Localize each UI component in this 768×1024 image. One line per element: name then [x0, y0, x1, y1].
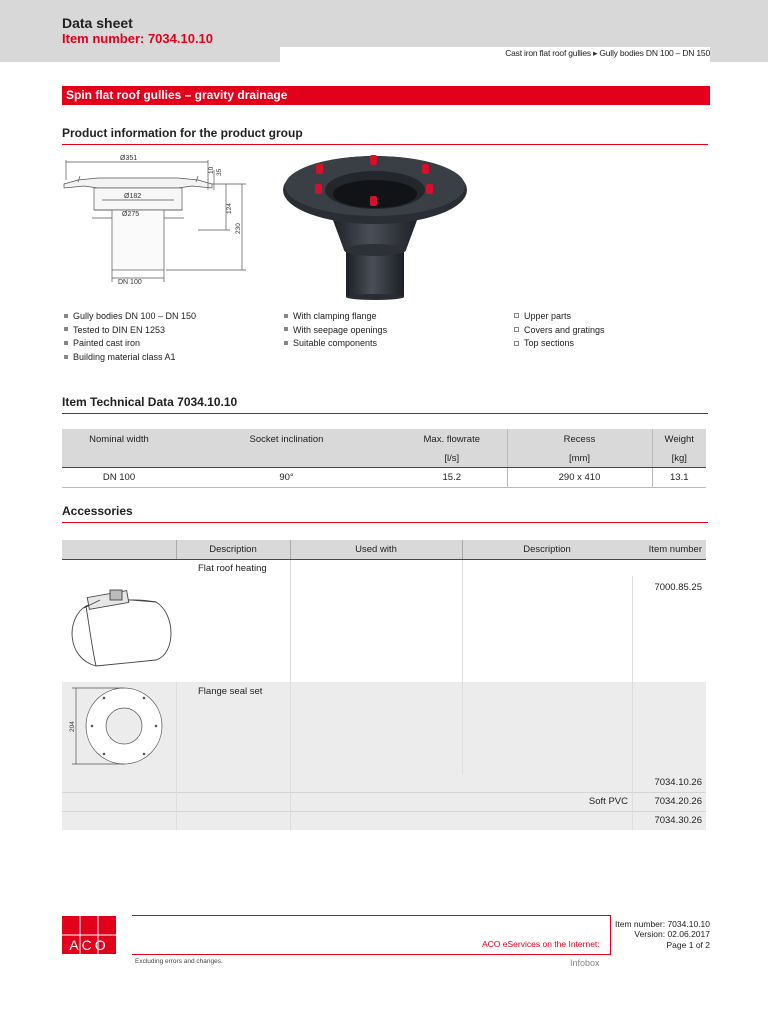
dim-204: 204 [69, 721, 76, 732]
header-description: Description [209, 544, 257, 555]
header-max-flowrate: Max. flowrate [397, 429, 507, 449]
product-banner-title: Spin flat roof gullies – gravity drainage [66, 88, 288, 102]
header-used-with: Used with [355, 544, 397, 555]
header-weight: Weight [652, 429, 706, 449]
accessory-item-number[interactable]: 7034.20.26 [654, 796, 702, 807]
accessory-description-heating: Flat roof heating [198, 563, 267, 574]
unit-cell: [mm] [507, 449, 652, 468]
section-divider [62, 522, 708, 523]
list-item: Suitable components [284, 338, 387, 352]
cell-recess: 290 x 410 [507, 468, 652, 488]
unit-cell [176, 449, 397, 468]
gully-product-image [280, 150, 470, 300]
accessory-item-number-heating[interactable]: 7000.85.25 [654, 582, 702, 593]
list-item: With clamping flange [284, 311, 387, 325]
bullet-list-features [64, 311, 196, 366]
section-divider [62, 413, 708, 414]
cell-nominal-width: DN 100 [62, 468, 176, 488]
accessory-item-number[interactable]: 7034.30.26 [654, 815, 702, 826]
flange-seal-set-image [64, 684, 176, 772]
technical-data-title: Item Technical Data 7034.10.10 [62, 395, 238, 409]
technical-data-table [62, 429, 706, 488]
item-number-heading: Item number: 7034.10.10 [62, 31, 214, 46]
list-item[interactable]: Upper parts [514, 311, 605, 325]
header-socket-inclination: Socket inclination [176, 429, 397, 449]
eservices-link[interactable]: ACO eServices on the Internet: [482, 939, 600, 949]
accessory-description-soft-pvc: Soft PVC [588, 796, 628, 807]
cell-weight: 13.1 [652, 468, 706, 488]
dim-d351: Ø351 [120, 155, 138, 162]
list-item[interactable]: Covers and gratings [514, 325, 605, 339]
accessory-item-number[interactable]: 7034.10.26 [654, 777, 702, 788]
dim-h35: 35 [216, 168, 223, 176]
list-item: With seepage openings [284, 325, 387, 339]
aco-logo [62, 916, 116, 954]
infobox-label[interactable]: Infobox [570, 958, 600, 968]
unit-cell: [l/s] [397, 449, 507, 468]
cell-socket-inclination: 90° [176, 468, 397, 488]
product-info-title: Product information for the product group [62, 126, 303, 140]
table-row [62, 468, 706, 488]
table-units-row [62, 449, 706, 468]
unit-cell: [kg] [652, 449, 706, 468]
list-item: Tested to DIN EN 1253 [64, 325, 196, 339]
list-item[interactable]: Top sections [514, 338, 605, 352]
section-divider [62, 144, 708, 145]
list-item: Painted cast iron [64, 338, 196, 352]
bullet-list-components [514, 311, 605, 352]
doc-title: Data sheet [62, 15, 133, 31]
header-item-number: Item number [648, 544, 702, 555]
unit-cell [62, 449, 176, 468]
disclaimer: Excluding errors and changes. [135, 958, 223, 965]
list-item: Gully bodies DN 100 – DN 150 [64, 311, 196, 325]
bullet-list-options [284, 311, 387, 352]
accessories-title: Accessories [62, 504, 133, 518]
footer-version: Version: 02.06.2017 [634, 929, 710, 939]
breadcrumb[interactable]: Cast iron flat roof gullies ▸ Gully bodies DN 100 – DN 150 [505, 48, 710, 58]
dim-h10: 10 [208, 166, 215, 174]
footer-page: Page 1 of 2 [666, 940, 710, 950]
table-header-row [62, 429, 706, 449]
header-recess: Recess [507, 429, 652, 449]
header-description-2: Description [523, 544, 571, 555]
dim-d182: Ø182 [124, 193, 142, 200]
dim-h230: 230 [235, 223, 242, 234]
dim-h124: 124 [226, 203, 233, 214]
header-nominal-width: Nominal width [62, 429, 176, 449]
cell-max-flowrate: 15.2 [397, 468, 507, 488]
footer-item-number: Item number: 7034.10.10 [615, 919, 710, 929]
flat-roof-heating-image [66, 578, 176, 674]
list-item: Building material class A1 [64, 352, 196, 366]
dim-dn100: DN 100 [118, 279, 142, 286]
aco-logo-text: ACO [69, 937, 109, 953]
dim-d275: Ø275 [122, 211, 140, 218]
gully-technical-drawing [58, 150, 258, 290]
accessory-description-flange-seal: Flange seal set [198, 686, 263, 697]
footer-box [132, 915, 611, 955]
